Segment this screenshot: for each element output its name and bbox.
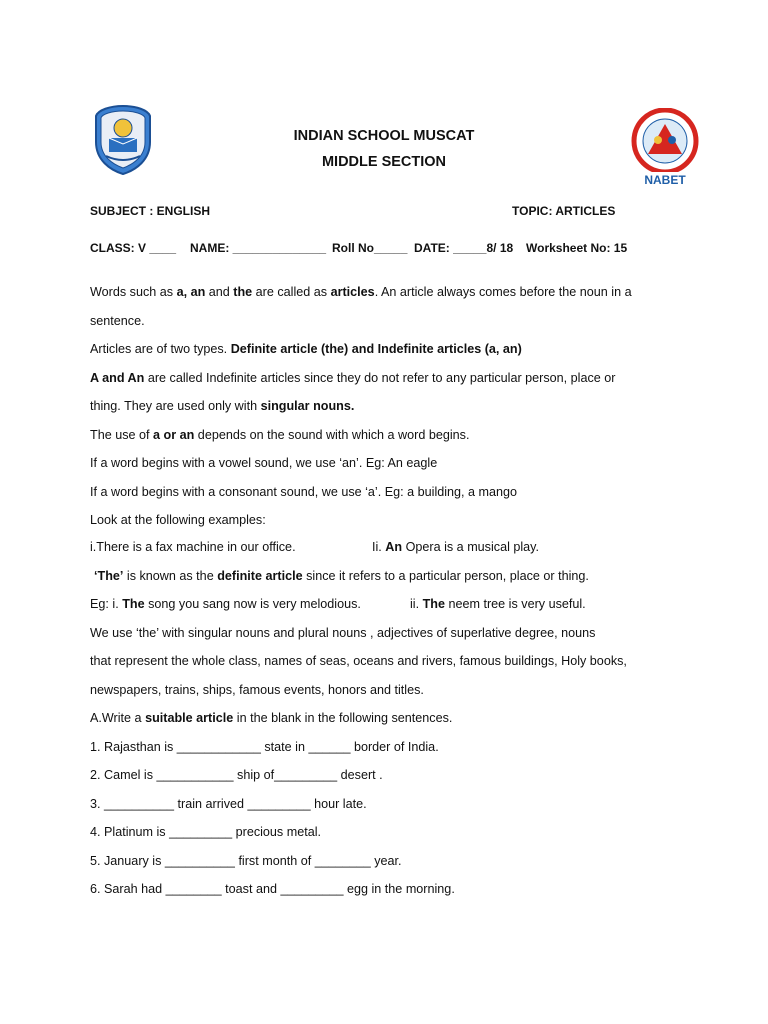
paragraph-indefinite: A and An are called Indefinite articles since they do not refer to any particular person, place or	[90, 371, 616, 385]
paragraph-types: Articles are of two types. Definite article (the) and Indefinite articles (a, an)	[90, 342, 522, 356]
topic-label: TOPIC: ARTICLES	[512, 204, 616, 218]
paragraph-indefinite-cont: thing. They are used only with singular nouns.	[90, 399, 355, 413]
example-1b: Ii. An Opera is a musical play.	[372, 540, 540, 554]
exercise-item-5: 5. January is __________ first month of ________ year.	[90, 854, 402, 868]
paragraph-the-usage-1: We use ‘the’ with singular nouns and plural nouns , adjectives of superlative degree, nouns	[90, 626, 596, 640]
paragraph-vowel: If a word begins with a vowel sound, we use ‘an’. Eg: An eagle	[90, 456, 438, 470]
section-name: MIDDLE SECTION	[321, 154, 447, 170]
paragraph-the-usage-2: that represent the whole class, names of seas, oceans and rivers, famous buildings, Holy books,	[90, 654, 627, 668]
exercise-item-1: 1. Rajasthan is ____________ state in ______ border of India.	[90, 740, 439, 754]
example-1a: i.There is a fax machine in our office.	[90, 540, 296, 554]
exercise-item-6: 6. Sarah had ________ toast and _________ egg in the morning.	[90, 882, 455, 896]
exercise-heading: A.Write a suitable article in the blank in the following sentences.	[90, 711, 453, 725]
subject-label: SUBJECT : ENGLISH	[90, 204, 211, 218]
roll-field: Roll No_____	[332, 241, 408, 255]
example-2b: ii. The neem tree is very useful.	[410, 597, 586, 611]
nabet-label: NABET	[644, 173, 686, 187]
school-name: INDIAN SCHOOL MUSCAT	[293, 128, 475, 144]
paragraph-definite: ‘The’ is known as the definite article since it refers to a particular person, place or thing.	[94, 569, 589, 583]
paragraph-examples-heading: Look at the following examples:	[90, 513, 266, 527]
paragraph-intro-cont: sentence.	[90, 314, 145, 328]
class-field: CLASS: V ____	[90, 241, 177, 255]
paragraph-use: The use of a or an depends on the sound with which a word begins.	[90, 428, 470, 442]
exercise-item-2: 2. Camel is ___________ ship of_________ desert .	[90, 768, 383, 782]
paragraph-intro: Words such as a, an and the are called as articles. An article always comes before the noun in a	[90, 285, 632, 299]
worksheet-number: Worksheet No: 15	[526, 241, 628, 255]
example-2a: Eg: i. The song you sang now is very melodious.	[90, 597, 361, 611]
paragraph-the-usage-3: newspapers, trains, ships, famous events, honors and titles.	[90, 683, 424, 697]
name-field: NAME: ______________	[190, 241, 327, 255]
nabet-logo-icon	[630, 108, 700, 190]
date-field: DATE: _____8/ 18	[414, 241, 514, 255]
paragraph-consonant: If a word begins with a consonant sound, we use ‘a’. Eg: a building, a mango	[90, 485, 518, 499]
exercise-item-4: 4. Platinum is _________ precious metal.	[90, 825, 322, 839]
exercise-item-3: 3. __________ train arrived _________ hour late.	[90, 797, 367, 811]
